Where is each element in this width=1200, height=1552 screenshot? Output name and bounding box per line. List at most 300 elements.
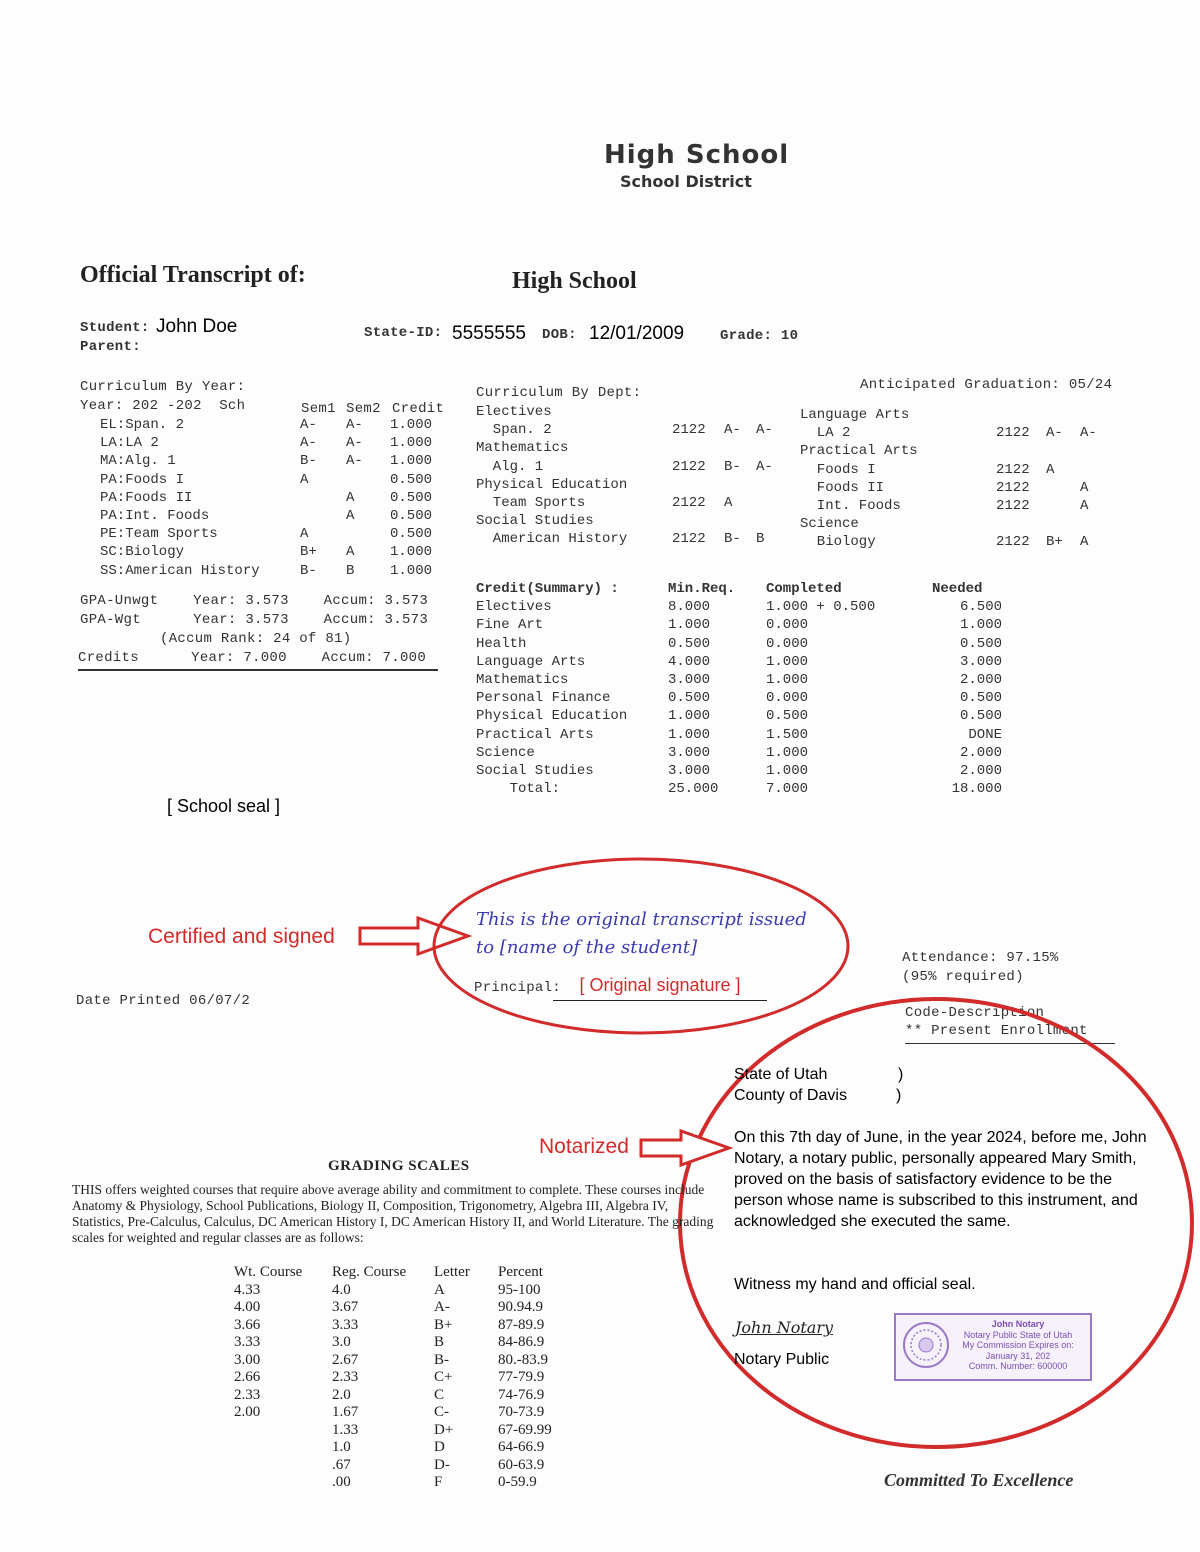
table-cell: A-: [346, 417, 363, 434]
table-cell: 2.33: [332, 1369, 359, 1386]
table-row: [476, 635, 1002, 653]
table-cell: A-: [300, 417, 317, 434]
table-cell: 1.500: [766, 726, 809, 743]
grading-intro: THIS offers weighted courses that require above average ability and commitment to complete. These courses include Anatomy & Physiology, School Publications, Biology II, Composition, Trigonometry, Algebra III, Algebra IV, Statistics, Pre-Calculus, Calculus, DC American History I, DC American History II, and World Literature. The grading scales for weighted and regular classes are as follows:: [72, 1182, 714, 1245]
table-cell: A-: [1080, 425, 1097, 442]
table-cell: 0.500: [390, 471, 433, 488]
table-cell: Health: [476, 635, 527, 652]
stamp-line2: Notary Public State of Utah: [963, 1329, 1073, 1340]
table-cell: B-: [724, 458, 741, 475]
table-cell: 95-100: [498, 1281, 541, 1298]
table-cell: 2122: [996, 461, 1030, 478]
table-cell: B: [434, 1334, 445, 1351]
table-cell: 3.000: [668, 744, 711, 761]
table-cell: 8.000: [668, 599, 711, 616]
table-cell: Language Arts: [800, 407, 910, 424]
table-row: [100, 452, 450, 470]
table-cell: A-: [724, 422, 741, 439]
table-cell: B-: [300, 562, 317, 579]
table-cell: A-: [756, 458, 773, 475]
table-cell: A: [300, 526, 309, 543]
table-cell: A: [300, 471, 309, 488]
table-row: [476, 689, 1002, 707]
notarized-annotation: Notarized: [539, 1135, 629, 1158]
table-cell: Reg. Course: [332, 1264, 407, 1281]
col-sem1: Sem1: [301, 401, 336, 417]
table-cell: [300, 489, 346, 507]
table-row: [476, 744, 1002, 762]
certification-statement: This is the original transcript issued to [name of the student]: [476, 909, 807, 958]
table-cell: [1080, 406, 1104, 424]
gpa-weighted: GPA-Wgt Year: 3.573 Accum: 3.573: [80, 612, 429, 628]
table-row: [476, 616, 1002, 634]
grade-value: Grade: 10: [720, 328, 799, 344]
table-row: [234, 1317, 588, 1335]
table-row: [100, 471, 450, 489]
table-cell: 2122: [672, 422, 706, 439]
notary-state: State of Utah: [734, 1066, 828, 1083]
table-cell: [234, 1422, 332, 1440]
notarized-arrow-icon: [637, 1128, 735, 1168]
table-cell: 1.000: [766, 744, 809, 761]
table-row: [800, 479, 1104, 497]
table-row: [476, 476, 786, 494]
table-cell: Mathematics: [476, 672, 569, 689]
attendance-line1: Attendance: 97.15%: [902, 950, 1059, 966]
table-row: [234, 1334, 588, 1352]
table-row: [476, 421, 786, 439]
table-row: [476, 707, 1002, 725]
accum-rank: (Accum Rank: 24 of 81): [160, 631, 352, 647]
certified-annotation: Certified and signed: [148, 925, 335, 948]
notary-seal-icon: [902, 1321, 950, 1369]
table-cell: [672, 403, 724, 421]
table-cell: Needed: [932, 581, 983, 598]
motto: Committed To Excellence: [884, 1470, 1074, 1490]
table-cell: Letter: [434, 1264, 470, 1281]
table-cell: SS:American History: [100, 562, 260, 579]
table-cell: Personal Finance: [476, 690, 611, 707]
table-cell: 0.500: [390, 508, 433, 525]
table-cell: [996, 515, 1046, 533]
table-row: [800, 533, 1104, 551]
table-row: [476, 403, 786, 421]
table-cell: Social Studies: [476, 513, 594, 530]
table-cell: F: [434, 1474, 443, 1491]
table-cell: 2.000: [959, 744, 1002, 761]
table-cell: 1.000: [766, 762, 809, 779]
table-cell: Alg. 1: [476, 458, 544, 475]
table-cell: [1046, 497, 1080, 515]
table-cell: Min.Req.: [668, 581, 736, 598]
table-cell: SC:Biology: [100, 544, 185, 561]
table-cell: 0.000: [766, 617, 809, 634]
table-row: [476, 512, 786, 530]
state-id-label: State-ID:: [364, 325, 443, 341]
table-row: [100, 434, 450, 452]
table-cell: Span. 2: [476, 422, 552, 439]
table-cell: 70-73.9: [498, 1404, 545, 1421]
table-cell: A: [1080, 479, 1089, 496]
table-cell: A: [1080, 498, 1089, 515]
table-cell: A: [346, 489, 355, 506]
notary-state-paren: ): [898, 1066, 904, 1083]
table-cell: [756, 403, 786, 421]
notary-county-paren: ): [896, 1087, 902, 1104]
table-cell: B: [346, 562, 355, 579]
table-cell: A-: [1046, 425, 1063, 442]
principal-label: Principal:: [474, 980, 562, 996]
table-cell: 80.-83.9: [498, 1351, 548, 1368]
table-cell: 0.500: [390, 489, 433, 506]
table-cell: 2.66: [234, 1369, 261, 1386]
table-cell: 4.00: [234, 1299, 261, 1316]
table-row: [100, 507, 450, 525]
table-cell: A-: [756, 422, 773, 439]
table-row: [234, 1422, 588, 1440]
dob-label: DOB:: [542, 327, 577, 343]
table-cell: 1.000: [766, 653, 809, 670]
table-cell: .67: [332, 1456, 351, 1473]
table-cell: [300, 507, 346, 525]
student-name: John Doe: [156, 316, 238, 337]
table-cell: [1080, 442, 1104, 460]
table-cell: LA:LA 2: [100, 435, 159, 452]
table-cell: Foods II: [800, 479, 885, 496]
grading-table: [234, 1264, 588, 1492]
table-cell: Physical Education: [476, 476, 628, 493]
table-cell: C: [434, 1386, 445, 1403]
table-cell: [1046, 406, 1080, 424]
table-row: [800, 442, 1104, 460]
table-cell: [234, 1474, 332, 1492]
table-row: [234, 1457, 588, 1475]
present-enrollment: ** Present Enrollment: [905, 1023, 1115, 1044]
table-cell: 1.67: [332, 1404, 359, 1421]
table-cell: 2.67: [332, 1351, 359, 1368]
transcript-title: Official Transcript of:: [80, 262, 306, 288]
table-cell: C-: [434, 1404, 449, 1421]
by-year-year-label: Year: 202 -202 Sch: [80, 398, 246, 414]
table-row: [800, 497, 1104, 515]
table-cell: A: [346, 508, 355, 525]
table-cell: 3.0: [332, 1334, 351, 1351]
table-cell: A: [346, 544, 355, 561]
table-cell: Practical Arts: [476, 726, 594, 743]
table-cell: A-: [346, 453, 363, 470]
table-cell: B+: [1046, 534, 1063, 551]
table-cell: PE:Team Sports: [100, 526, 218, 543]
table-row: [476, 653, 1002, 671]
table-cell: Biology: [800, 534, 876, 551]
table-cell: B: [756, 531, 765, 548]
table-cell: B+: [300, 544, 317, 561]
table-cell: 0.500: [766, 708, 809, 725]
table-cell: [996, 442, 1046, 460]
table-cell: Social Studies: [476, 762, 594, 779]
table-cell: [724, 403, 756, 421]
anticipated-graduation: Anticipated Graduation: 05/24: [860, 377, 1113, 393]
table-row: [234, 1282, 588, 1300]
school-name: High School: [604, 140, 790, 170]
table-cell: [1080, 515, 1104, 533]
table-cell: 1.000: [390, 435, 433, 452]
table-row: [234, 1352, 588, 1370]
table-cell: 1.000: [390, 417, 433, 434]
state-id-value: 5555555: [452, 323, 526, 344]
table-cell: 3.33: [234, 1334, 261, 1351]
table-cell: LA 2: [800, 425, 851, 442]
table-cell: PA:Foods I: [100, 471, 185, 488]
table-row: [234, 1404, 588, 1422]
table-cell: 2.00: [234, 1404, 261, 1421]
stamp-line3: My Commission Expires on:: [962, 1340, 1074, 1350]
table-cell: [1046, 442, 1080, 460]
table-row: [476, 671, 1002, 689]
table-cell: Physical Education: [476, 708, 628, 725]
table-cell: 2122: [672, 458, 706, 475]
table-cell: B-: [300, 453, 317, 470]
table-row: [800, 461, 1104, 479]
table-cell: Wt. Course: [234, 1264, 303, 1281]
notary-body: On this 7th day of June, in the year 2024, before me, John Notary, a notary public, personally appeared Mary Smith, proved on the basis of satisfactory evidence to be the person whose name is subscribed to this instrument, and acknowledged she executed the same.: [734, 1129, 1147, 1230]
table-cell: 0.500: [668, 690, 711, 707]
table-cell: [346, 471, 390, 489]
table-cell: 3.000: [959, 653, 1002, 670]
table-cell: 3.000: [668, 762, 711, 779]
table-row: [476, 458, 786, 476]
parent-label: Parent:: [80, 339, 141, 355]
table-cell: EL:Span. 2: [100, 417, 185, 434]
table-cell: [234, 1457, 332, 1475]
principal-signature: [ Original signature ]: [553, 975, 767, 1001]
table-cell: [756, 494, 786, 512]
table-cell: A: [1080, 534, 1089, 551]
table-cell: A-: [434, 1299, 450, 1316]
table-cell: 90.94.9: [498, 1299, 543, 1316]
table-cell: American History: [476, 531, 628, 548]
table-cell: D: [434, 1439, 445, 1456]
stamp-name: John Notary: [991, 1319, 1045, 1329]
table-row: [100, 489, 450, 507]
table-cell: 1.000 + 0.500: [766, 599, 876, 616]
table-cell: 1.000: [668, 617, 711, 634]
table-cell: Total:: [476, 781, 561, 798]
table-cell: 3.33: [332, 1316, 359, 1333]
col-credit: Credit: [392, 401, 445, 417]
table-cell: 2122: [996, 425, 1030, 442]
table-cell: 3.000: [668, 672, 711, 689]
table-cell: Percent: [498, 1264, 543, 1281]
credit-summary-table: [476, 580, 1002, 798]
table-cell: [724, 439, 756, 457]
table-cell: 1.33: [332, 1421, 359, 1438]
gpa-unweighted: GPA-Unwgt Year: 3.573 Accum: 3.573: [80, 593, 429, 609]
table-cell: 2.33: [234, 1386, 261, 1403]
table-cell: .00: [332, 1474, 351, 1491]
table-cell: 87-89.9: [498, 1316, 545, 1333]
table-row: [476, 726, 1002, 744]
table-cell: 67-69.99: [498, 1421, 552, 1438]
stamp-line4: January 31, 202: [985, 1350, 1051, 1361]
table-cell: 3.00: [234, 1351, 261, 1368]
table-cell: 84-86.9: [498, 1334, 545, 1351]
table-cell: 3.67: [332, 1299, 359, 1316]
table-cell: [756, 439, 786, 457]
table-cell: 4.33: [234, 1281, 261, 1298]
by-dept-right-table: [800, 406, 1104, 552]
table-row: [100, 416, 450, 434]
table-cell: Credit(Summary) :: [476, 581, 619, 598]
notary-county: County of Davis: [734, 1087, 847, 1104]
table-cell: 1.000: [390, 544, 433, 561]
table-cell: PA:Foods II: [100, 489, 193, 506]
table-cell: 2122: [672, 531, 706, 548]
table-cell: D-: [434, 1456, 450, 1473]
table-cell: [346, 525, 390, 543]
table-cell: D+: [434, 1421, 454, 1438]
table-cell: 77-79.9: [498, 1369, 545, 1386]
table-cell: [672, 512, 724, 530]
district-name: School District: [620, 172, 752, 191]
table-cell: 4.000: [668, 653, 711, 670]
table-cell: 0.500: [959, 708, 1002, 725]
table-cell: 60-63.9: [498, 1456, 545, 1473]
table-cell: Language Arts: [476, 653, 586, 670]
table-row: [100, 525, 450, 543]
table-row: [476, 439, 786, 457]
table-cell: A: [434, 1281, 445, 1298]
table-cell: MA:Alg. 1: [100, 453, 176, 470]
table-cell: 0.500: [390, 526, 433, 543]
table-cell: 7.000: [766, 781, 809, 798]
attendance-line2: (95% required): [902, 969, 1024, 985]
table-cell: 1.000: [668, 726, 711, 743]
credits-line: Credits Year: 7.000 Accum: 7.000: [78, 650, 438, 671]
table-row: [476, 780, 1002, 798]
table-cell: [234, 1439, 332, 1457]
table-cell: Team Sports: [476, 495, 586, 512]
grading-heading: GRADING SCALES: [328, 1158, 470, 1174]
table-cell: Fine Art: [476, 617, 544, 634]
table-row: [100, 543, 450, 561]
table-row: [234, 1299, 588, 1317]
by-dept-heading: Curriculum By Dept:: [476, 385, 642, 401]
table-row: [800, 515, 1104, 533]
table-cell: Science: [800, 516, 859, 533]
table-cell: 1.0: [332, 1439, 351, 1456]
table-cell: 18.000: [951, 781, 1002, 798]
by-year-heading: Curriculum By Year:: [80, 379, 246, 395]
table-cell: A-: [346, 435, 363, 452]
table-cell: [1080, 461, 1104, 479]
table-row: [800, 424, 1104, 442]
table-cell: [1046, 479, 1080, 497]
school-seal-placeholder: [ School seal ]: [167, 796, 281, 816]
table-cell: Foods I: [800, 461, 876, 478]
notary-witness: Witness my hand and official seal.: [734, 1276, 976, 1293]
student-label: Student:: [80, 320, 150, 336]
table-cell: 2.000: [959, 762, 1002, 779]
table-cell: 0.500: [959, 690, 1002, 707]
table-cell: Electives: [476, 404, 552, 421]
table-cell: 1.000: [390, 453, 433, 470]
table-row: [800, 406, 1104, 424]
table-cell: Practical Arts: [800, 443, 918, 460]
table-row: [476, 762, 1002, 780]
table-cell: 74-76.9: [498, 1386, 545, 1403]
table-cell: 0.500: [668, 635, 711, 652]
stamp-line5: Comm. Number: 600000: [968, 1361, 1068, 1371]
table-cell: 64-66.9: [498, 1439, 545, 1456]
table-row: [234, 1474, 588, 1492]
table-row: [234, 1439, 588, 1457]
table-cell: B-: [434, 1351, 449, 1368]
table-row: [476, 530, 786, 548]
table-cell: 6.500: [959, 599, 1002, 616]
col-sem2: Sem2: [346, 401, 381, 417]
by-year-table: [100, 416, 450, 580]
table-cell: [1046, 515, 1080, 533]
table-row: [476, 494, 786, 512]
table-cell: [996, 406, 1046, 424]
table-cell: 2.000: [959, 672, 1002, 689]
table-cell: A: [1046, 461, 1055, 478]
table-cell: PA:Int. Foods: [100, 508, 210, 525]
table-cell: A-: [300, 435, 317, 452]
table-cell: 0.500: [959, 635, 1002, 652]
table-cell: 0.000: [766, 635, 809, 652]
table-cell: Completed: [766, 581, 842, 598]
table-cell: 1.000: [668, 708, 711, 725]
table-cell: [724, 476, 756, 494]
table-cell: 1.000: [390, 562, 433, 579]
date-printed: Date Printed 06/07/2: [76, 993, 251, 1009]
table-cell: B-: [724, 531, 741, 548]
code-description: Code-Description: [905, 1005, 1045, 1021]
table-cell: 2.0: [332, 1386, 351, 1403]
table-cell: 4.0: [332, 1281, 351, 1298]
dob-value: 12/01/2009: [589, 323, 685, 344]
table-cell: 0-59.9: [498, 1474, 537, 1491]
notary-stamp: [894, 1313, 1092, 1381]
table-cell: DONE: [968, 726, 1002, 743]
table-row: [476, 598, 1002, 616]
table-cell: [672, 439, 724, 457]
table-cell: Mathematics: [476, 440, 569, 457]
table-row: [234, 1369, 588, 1387]
table-cell: Electives: [476, 599, 552, 616]
table-cell: 2122: [996, 498, 1030, 515]
table-cell: 0.000: [766, 690, 809, 707]
table-cell: A: [724, 495, 733, 512]
table-cell: [672, 476, 724, 494]
table-cell: Science: [476, 744, 535, 761]
table-row: [100, 562, 450, 580]
table-cell: 25.000: [668, 781, 719, 798]
table-cell: C+: [434, 1369, 453, 1386]
table-cell: [724, 512, 756, 530]
table-cell: Int. Foods: [800, 498, 901, 515]
table-cell: B+: [434, 1316, 453, 1333]
table-cell: [756, 512, 786, 530]
transcript-school: High School: [512, 268, 637, 294]
table-cell: 2122: [672, 495, 706, 512]
table-cell: [756, 476, 786, 494]
table-cell: 3.66: [234, 1316, 261, 1333]
notary-stamp-text: [948, 1319, 1088, 1372]
notary-title: Notary Public: [734, 1351, 830, 1368]
